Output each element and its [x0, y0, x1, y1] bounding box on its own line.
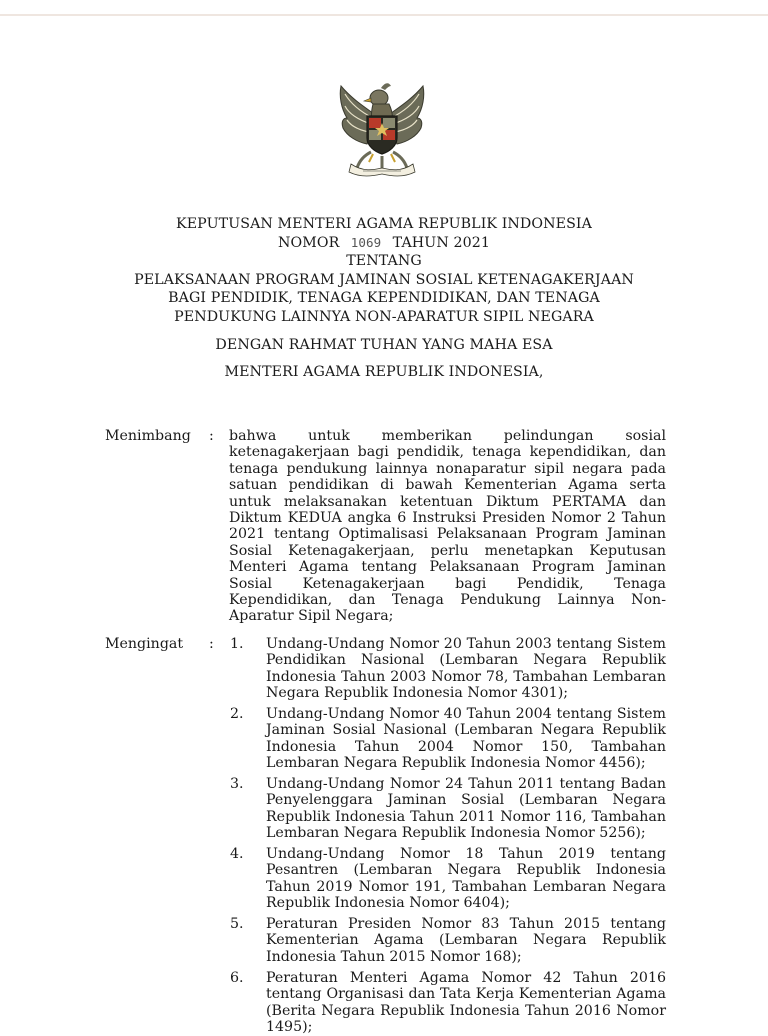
- page-top-edge: [0, 14, 768, 16]
- list-item-text: Peraturan Menteri Agama Nomor 42 Tahun 2016 tentang Organisasi dan Tata Kerja Kementerian Agama (Berita Negara Republik Indonesia Tahun 2016 Nomor 1495);: [266, 970, 666, 1036]
- list-item-number: 1.: [230, 636, 244, 652]
- subject-line-2: BAGI PENDIDIK, TENAGA KEPENDIDIKAN, DAN TENAGA: [168, 290, 600, 307]
- nomor-year: TAHUN 2021: [392, 234, 490, 251]
- subject-line-1: PELAKSANAAN PROGRAM JAMINAN SOSIAL KETENAGAKERJAAN: [134, 271, 634, 288]
- list-item-text: Undang-Undang Nomor 40 Tahun 2004 tentang Sistem Jaminan Sosial Nasional (Lembaran Negara Republik Indonesia Tahun 2004 Nomor 150, Tambahan Lembaran Negara Republik Indonesia Nomor 4456);: [266, 706, 666, 772]
- menimbang-label: Menimbang: [105, 428, 191, 444]
- decree-number-handwritten: 1069: [350, 234, 382, 250]
- menimbang-text: bahwa untuk memberikan pelindungan sosial ketenagakerjaan bagi pendidik, tenaga kependidikan, dan tenaga pendukung lainnya nonaparatur sipil negara pada satuan pendidikan di bawah Kementerian Agama serta untuk melaksanakan ketentuan Diktum PERTAMA dan Diktum KEDUA angka 6 Instruksi Presiden Nomor 2 Tahun 2021 tentang Optimalisasi Pelaksanaan Program Jaminan Sosial Ketenagakerjaan, perlu menetapkan Keputusan Menteri Agama tentang Pelaksanaan Program Jaminan Sosial Ketenagakerjaan bagi Pendidik, Tenaga Kependidikan, dan Tenaga Pendukung Lainnya Non-Aparatur Sipil Negara;: [229, 428, 666, 625]
- list-item-text: Undang-Undang Nomor 20 Tahun 2003 tentang Sistem Pendidikan Nasional (Lembaran Negara Republik Indonesia Tahun 2003 Nomor 78, Tambahan Lembaran Negara Republik Indonesia Nomor 4301);: [266, 636, 666, 702]
- list-item-text: Peraturan Presiden Nomor 83 Tahun 2015 tentang Kementerian Agama (Lembaran Negara Republik Indonesia Tahun 2015 Nomor 168);: [266, 916, 666, 965]
- mengingat-colon: :: [209, 636, 214, 652]
- tentang-heading: TENTANG: [346, 253, 422, 270]
- subject-line-3: PENDUKUNG LAINNYA NON-APARATUR SIPIL NEGARA: [174, 308, 594, 325]
- list-item-text: Undang-Undang Nomor 24 Tahun 2011 tentang Badan Penyelenggara Jaminan Sosial (Lembaran Negara Republik Indonesia Tahun 2011 Nomor 116, Tambahan Lembaran Negara Republik Indonesia Nomor 5256);: [266, 776, 666, 842]
- nomor-prefix: NOMOR: [278, 234, 340, 251]
- decree-header: [0, 215, 768, 382]
- list-item-number: 5.: [230, 916, 244, 932]
- list-item-number: 2.: [230, 706, 244, 722]
- list-item-text: Undang-Undang Nomor 18 Tahun 2019 tentang Pesantren (Lembaran Negara Republik Indonesia Tahun 2019 Nomor 191, Tambahan Lembaran Negara Republik Indonesia Nomor 6404);: [266, 846, 666, 912]
- list-item-number: 6.: [230, 970, 244, 986]
- decree-title: KEPUTUSAN MENTERI AGAMA REPUBLIK INDONESIA: [176, 216, 592, 232]
- list-item-number: 3.: [230, 776, 244, 792]
- invocation: DENGAN RAHMAT TUHAN YANG MAHA ESA: [215, 336, 553, 353]
- mengingat-label: Mengingat: [105, 636, 184, 652]
- list-item-number: 4.: [230, 846, 244, 862]
- garuda-emblem-icon: [333, 76, 431, 182]
- decree-number-line: [0, 234, 768, 253]
- minister-heading: MENTERI AGAMA REPUBLIK INDONESIA,: [224, 364, 544, 381]
- menimbang-colon: :: [209, 428, 214, 444]
